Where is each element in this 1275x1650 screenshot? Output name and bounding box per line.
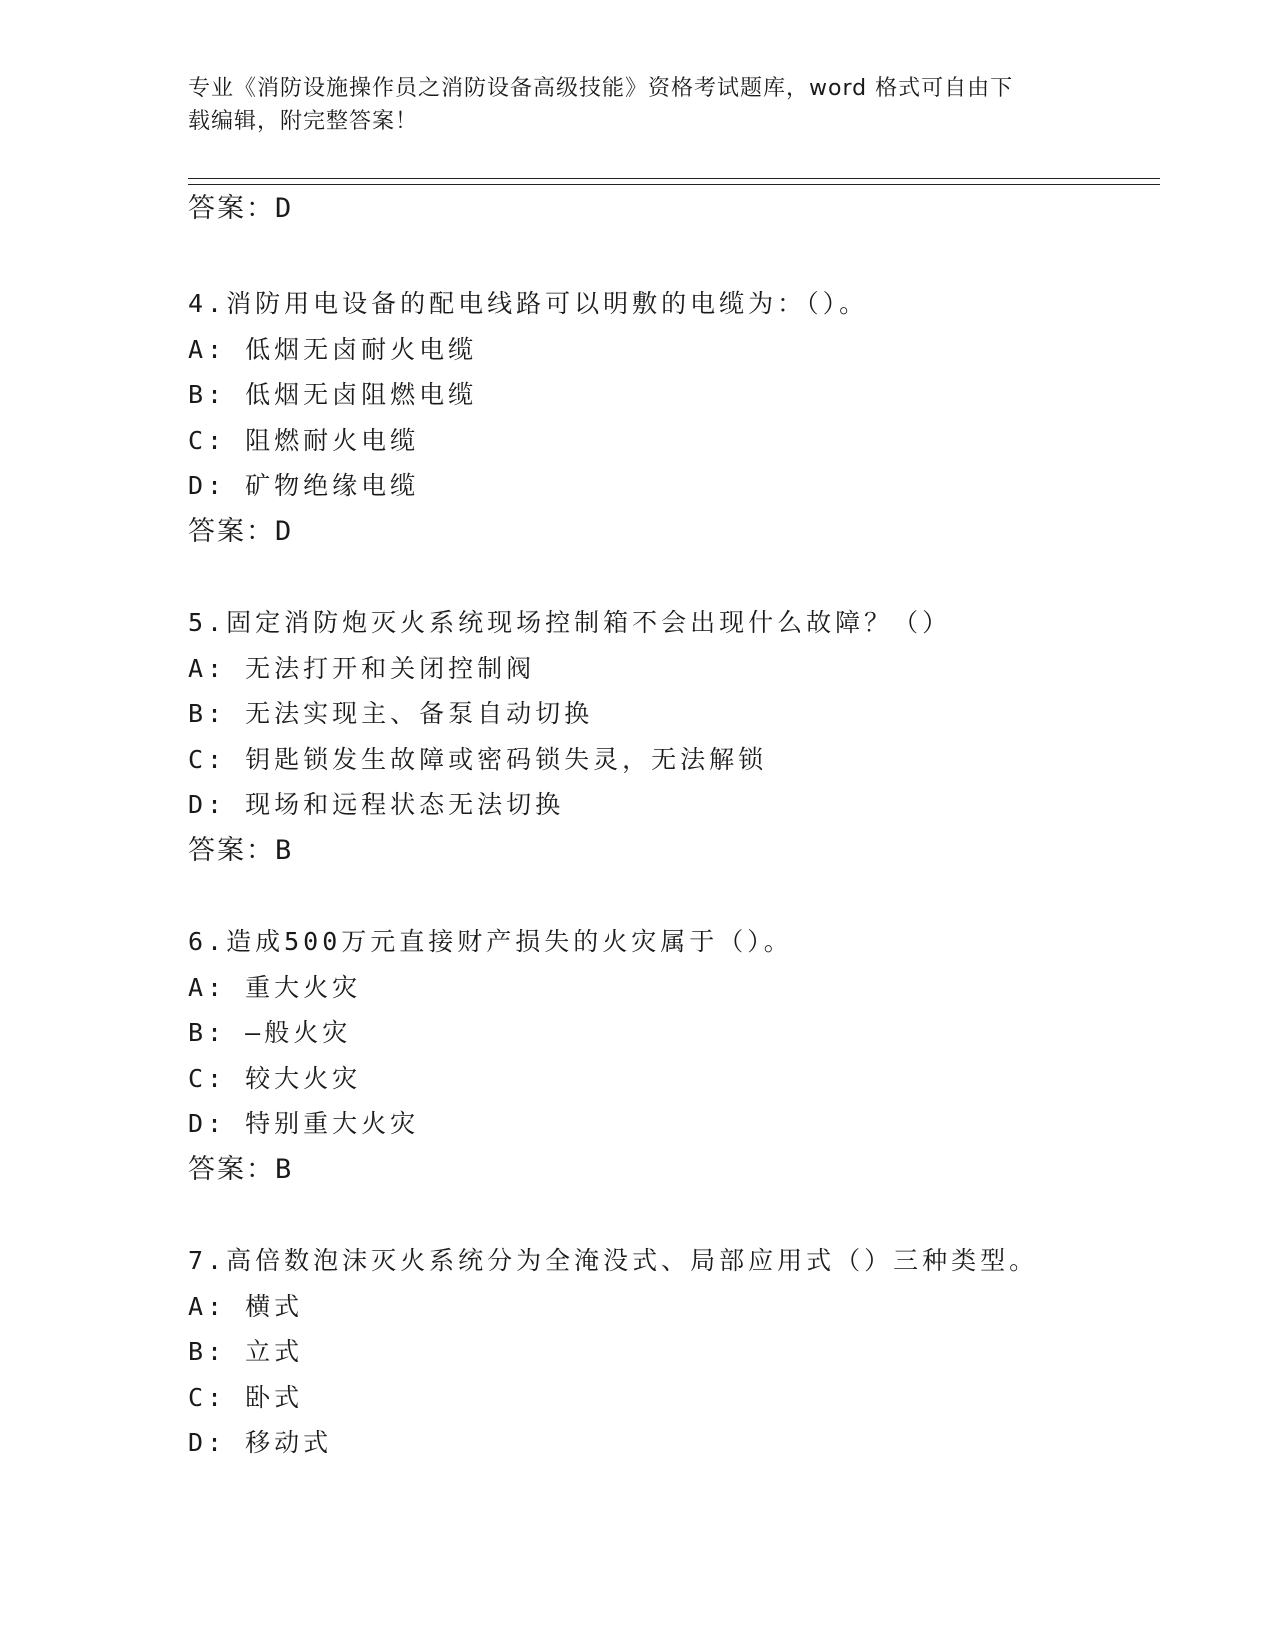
option-c: C: 卧式 (188, 1382, 304, 1412)
question-item (188, 281, 1188, 554)
answer-line (188, 192, 291, 226)
option-b: B: —般火灾 (188, 1018, 352, 1047)
option-b: B: 立式 (188, 1337, 304, 1366)
answer-label: 答案： (188, 193, 275, 224)
question-item (188, 1238, 1188, 1466)
answer-label: 答案： (188, 515, 275, 547)
option-a: A: 低烟无卤耐火电缆 (188, 334, 478, 364)
option-b: B: 低烟无卤阻燃电缆 (188, 380, 478, 409)
answer-label: 答案： (188, 834, 275, 866)
option-d: D: 移动式 (188, 1428, 333, 1457)
header-line-1: 专业《消防设施操作员之消防设备高级技能》资格考试题库，word 格式可自由下 (188, 76, 1014, 101)
answer-value: B (275, 834, 292, 866)
document-header (188, 72, 1088, 138)
option-a: A: 横式 (188, 1291, 304, 1321)
option-b: B: 无法实现主、备泵自动切换 (188, 699, 594, 728)
option-a: A: 重大火灾 (188, 972, 362, 1002)
option-d: D: 矿物绝缘电缆 (188, 471, 420, 500)
header-line-2: 载编辑，附完整答案！ (188, 109, 419, 134)
option-c: C: 较大火灾 (188, 1063, 362, 1093)
answer-label: 答案： (188, 1153, 275, 1185)
answer-value: B (275, 1153, 292, 1185)
answer-line (188, 828, 1188, 874)
option-a: A: 无法打开和关闭控制阀 (188, 653, 536, 683)
header-divider-bottom (188, 184, 1160, 185)
answer-value: D (275, 193, 292, 224)
answer-value: D (275, 515, 292, 547)
answer-line (188, 509, 1188, 555)
option-d: D: 现场和远程状态无法切换 (188, 790, 565, 819)
option-d: D: 特别重大火灾 (188, 1109, 420, 1138)
question-stem: 7.高倍数泡沫灭火系统分为全淹没式、局部应用式（）三种类型。 (188, 1246, 1039, 1275)
question-stem: 5.固定消防炮灭火系统现场控制箱不会出现什么故障？（） (188, 608, 952, 637)
question-item (188, 600, 1188, 873)
question-stem: 6.造成500万元直接财产损失的火灾属于（）。 (188, 927, 793, 956)
option-c: C: 阻燃耐火电缆 (188, 425, 420, 455)
answer-line (188, 1147, 1188, 1193)
question-stem: 4.消防用电设备的配电线路可以明敷的电缆为：（）。 (188, 289, 869, 318)
header-divider-top (188, 178, 1160, 179)
option-c: C: 钥匙锁发生故障或密码锁失灵，无法解锁 (188, 744, 768, 774)
question-item (188, 919, 1188, 1192)
